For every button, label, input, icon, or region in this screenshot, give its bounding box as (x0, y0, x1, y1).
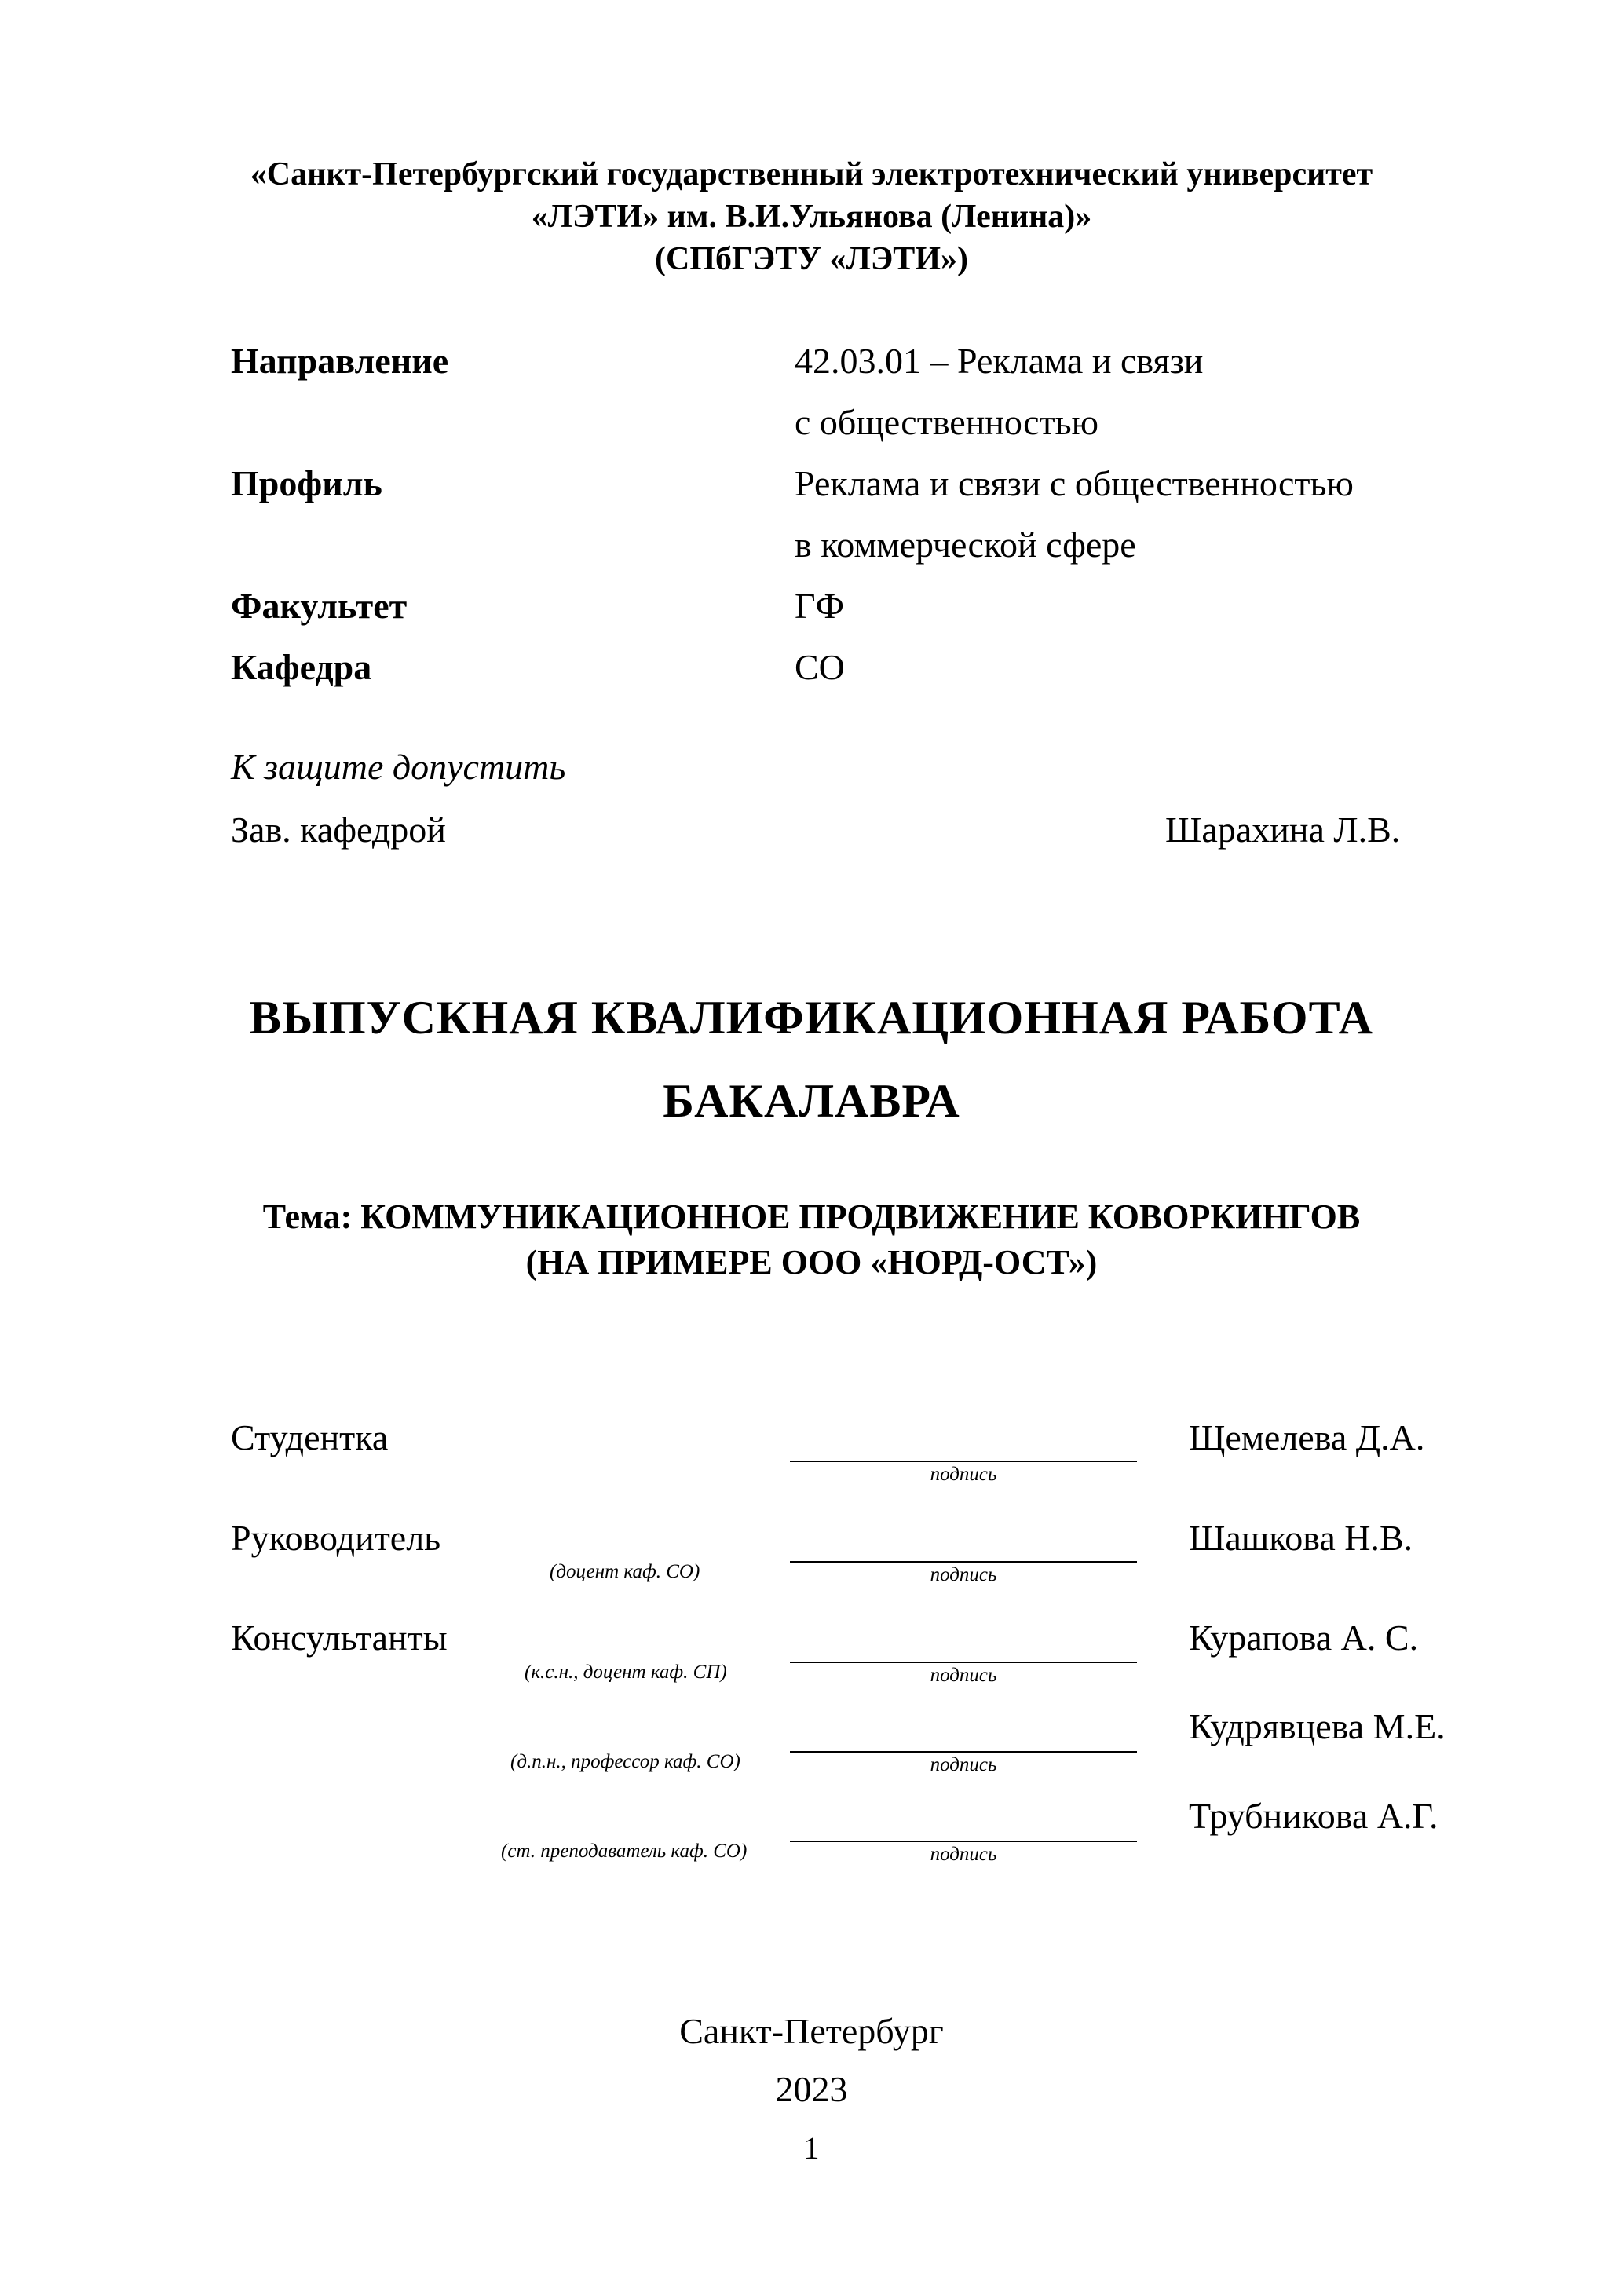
department-value: СО (795, 647, 845, 687)
consultant2-signature-caption: подпись (930, 1754, 997, 1775)
document-title-line2: БАКАЛАВРА (663, 1075, 960, 1127)
direction-value-line2: с общественностью (795, 402, 1098, 442)
faculty-value: ГФ (795, 586, 844, 626)
consultants-label: Консультанты (231, 1618, 448, 1658)
direction-value-line1: 42.03.01 – Реклама и связи (795, 341, 1204, 381)
student-label: Студентка (231, 1417, 389, 1457)
consultant2-name: Кудрявцева М.Е. (1189, 1706, 1446, 1746)
profile-value-line2: в коммерческой сфере (795, 525, 1136, 565)
department-label: Кафедра (231, 647, 372, 687)
consultant3-signature-line (790, 1841, 1137, 1842)
consultant3-role: (ст. преподаватель каф. СО) (501, 1841, 748, 1862)
supervisor-role: (доцент каф. СО) (550, 1561, 700, 1582)
faculty-label: Факультет (231, 586, 408, 626)
student-name: Щемелева Д.А. (1189, 1417, 1425, 1457)
year: 2023 (775, 2069, 848, 2109)
supervisor-signature-line (790, 1561, 1137, 1563)
supervisor-name: Шашкова Н.В. (1189, 1518, 1413, 1558)
student-signature-caption: подпись (930, 1464, 997, 1485)
page-number: 1 (803, 2130, 820, 2166)
supervisor-signature-caption: подпись (930, 1564, 997, 1585)
university-name-line1: «Санкт-Петербургский государственный электротехнический университет (250, 156, 1373, 192)
student-signature-line (790, 1461, 1137, 1462)
head-of-department-label: Зав. кафедрой (231, 810, 446, 850)
city: Санкт-Петербург (679, 2011, 944, 2051)
consultant2-signature-line (790, 1751, 1137, 1753)
direction-label: Направление (231, 341, 449, 381)
consultant3-signature-caption: подпись (930, 1844, 997, 1865)
document-title-line1: ВЫПУСКНАЯ КВАЛИФИКАЦИОННАЯ РАБОТА (250, 992, 1373, 1044)
consultant1-role: (к.с.н., доцент каф. СП) (525, 1662, 727, 1683)
university-name-line2: «ЛЭТИ» им. В.И.Ульянова (Ленина)» (531, 199, 1092, 235)
consultant2-role: (д.п.н., профессор каф. СО) (510, 1751, 740, 1772)
consultant1-signature-line (790, 1662, 1137, 1663)
supervisor-label: Руководитель (231, 1518, 441, 1558)
head-of-department-name: Шарахина Л.В. (1165, 810, 1401, 850)
profile-label: Профиль (231, 463, 382, 503)
topic-line2: (НА ПРИМЕРЕ ООО «НОРД-ОСТ») (525, 1243, 1098, 1281)
admission-caption: К защите допустить (231, 747, 566, 787)
university-abbreviation: (СПбГЭТУ «ЛЭТИ») (655, 241, 968, 277)
profile-value-line1: Реклама и связи с общественностью (795, 463, 1354, 503)
consultant1-name: Курапова А. С. (1189, 1618, 1419, 1658)
consultant3-name: Трубникова А.Г. (1189, 1796, 1438, 1836)
topic-line1: Тема: КОММУНИКАЦИОННОЕ ПРОДВИЖЕНИЕ КОВОРКИНГОВ (262, 1197, 1361, 1236)
consultant1-signature-caption: подпись (930, 1665, 997, 1686)
